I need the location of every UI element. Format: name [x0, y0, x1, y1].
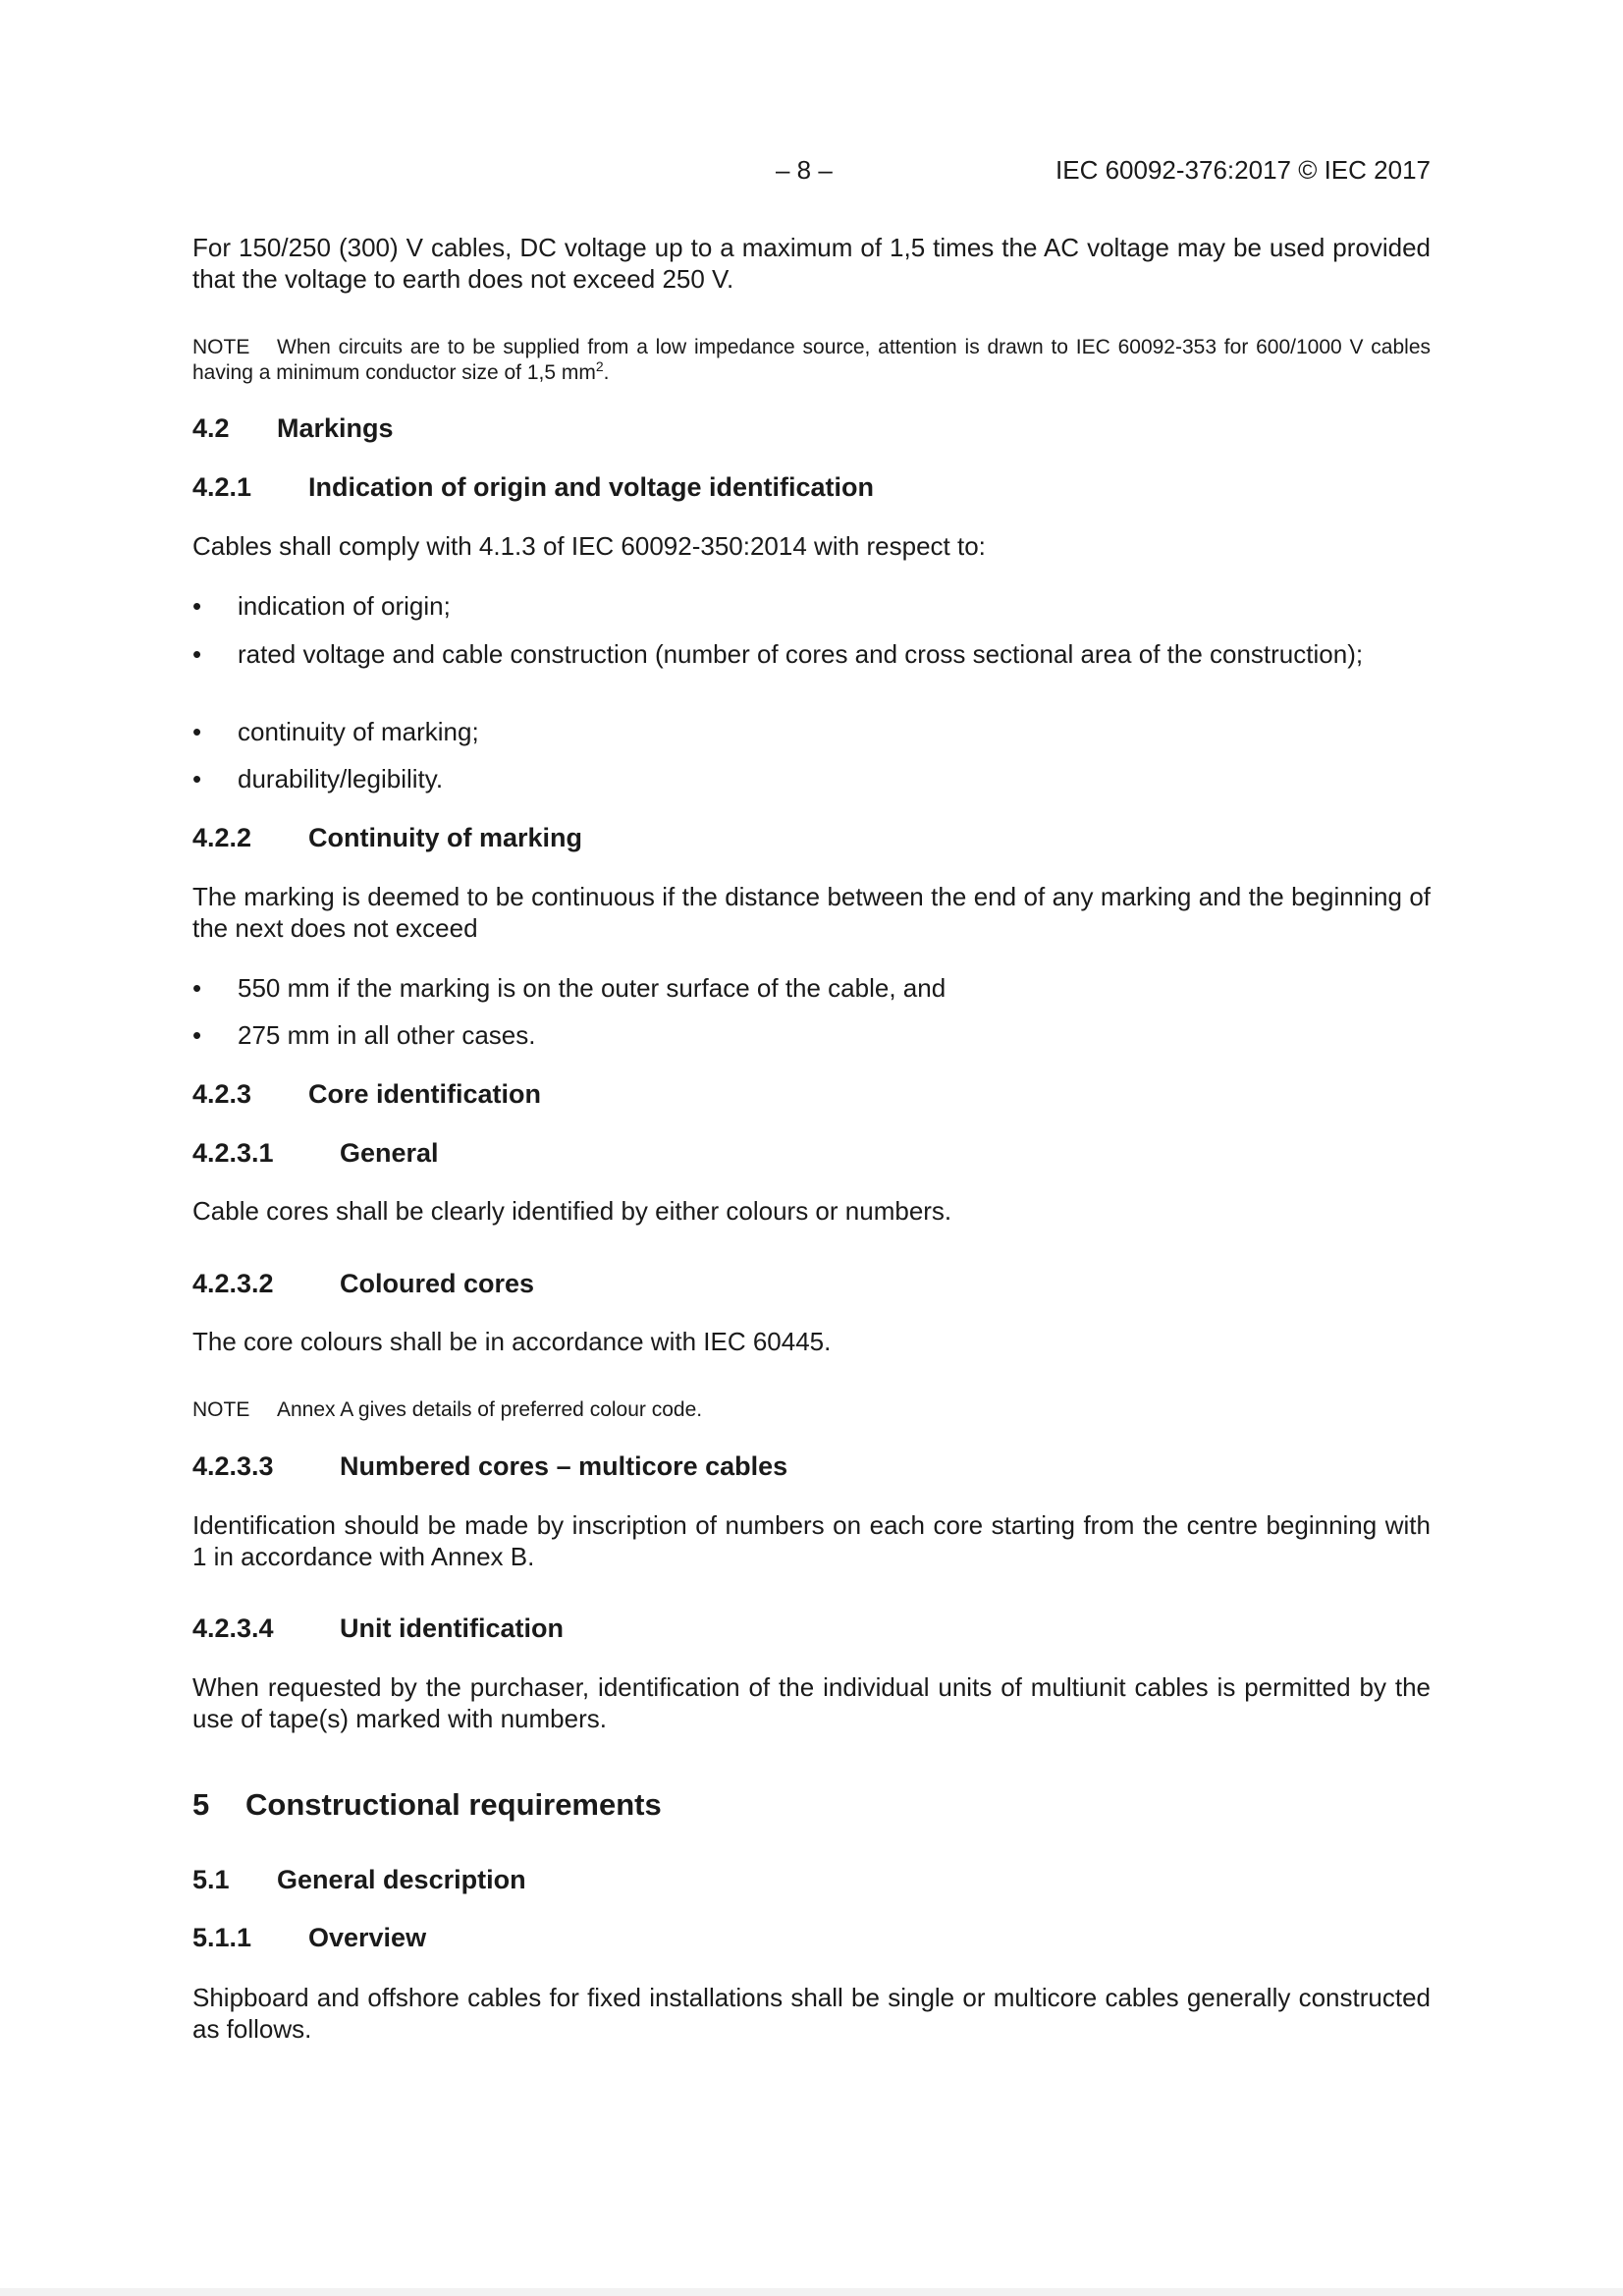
note-label: NOTE [192, 336, 250, 358]
heading-title: Overview [308, 1923, 427, 1952]
heading-4-2-3-4 [192, 1613, 1431, 1644]
heading-number: 4.2.3 [192, 1079, 252, 1109]
note-4-2-3-2 [192, 1397, 1431, 1423]
bullet-icon: • [192, 1020, 202, 1050]
heading-4-2-2 [192, 822, 1431, 853]
list-item [192, 638, 1431, 670]
list-item-text: rated voltage and cable construction (number of cores and cross sectional area of the construction); [238, 639, 1364, 669]
heading-4-2-1 [192, 471, 1431, 503]
intro-note [192, 335, 1431, 386]
bullet-icon: • [192, 973, 202, 1003]
heading-4-2 [192, 412, 1431, 444]
heading-4-2-3-2 [192, 1268, 1431, 1299]
document-id: IEC 60092-376:2017 © IEC 2017 [1055, 155, 1431, 185]
list-item [192, 716, 1431, 747]
heading-4-2-3-3 [192, 1450, 1431, 1482]
heading-5-1 [192, 1864, 1431, 1895]
bullet-icon: • [192, 591, 202, 621]
heading-title: Indication of origin and voltage identification [308, 472, 875, 502]
paragraph-5-1-1: Shipboard and offshore cables for fixed installations shall be single or multicore cables generally constructed as follows. [192, 1983, 1431, 2044]
list-item [192, 1019, 1431, 1051]
intro-paragraph: For 150/250 (300) V cables, DC voltage up to a maximum of 1,5 times the AC voltage may be used provided that the voltage to earth does not exceed 250 V. [192, 233, 1431, 294]
list-item [192, 590, 1431, 622]
paragraph-4-2-3-3: Identification should be made by inscription of numbers on each core starting from the centre beginning with 1 in accordance with Annex B. [192, 1510, 1431, 1571]
heading-number: 4.2.1 [192, 472, 252, 502]
note-end: . [603, 361, 610, 384]
heading-title: Unit identification [340, 1613, 564, 1643]
note-superscript: 2 [595, 358, 604, 374]
list-item-text: indication of origin; [238, 591, 451, 621]
bullet-icon: • [192, 717, 202, 746]
paragraph-4-2-3-4: When requested by the purchaser, identification of the individual units of multiunit cables is permitted by the use of tape(s) marked with numbers. [192, 1672, 1431, 1733]
page-bottom-edge [0, 2288, 1623, 2296]
heading-number: 4.2.3.2 [192, 1269, 274, 1298]
heading-number: 4.2 [192, 413, 230, 443]
heading-number: 5.1 [192, 1865, 230, 1894]
heading-title: Markings [277, 413, 394, 443]
paragraph-4-2-3-2: The core colours shall be in accordance with IEC 60445. [192, 1327, 832, 1356]
heading-5 [192, 1787, 1431, 1823]
list-item-text: 275 mm in all other cases. [238, 1020, 536, 1050]
heading-number: 4.2.2 [192, 823, 252, 852]
heading-title: Constructional requirements [245, 1787, 662, 1822]
paragraph-4-2-2: The marking is deemed to be continuous if the distance between the end of any marking and the beginning of the next does not exceed [192, 882, 1431, 943]
list-item-text: 550 mm if the marking is on the outer surface of the cable, and [238, 973, 947, 1003]
heading-title: Numbered cores – multicore cables [340, 1451, 788, 1481]
heading-number: 4.2.3.4 [192, 1613, 274, 1643]
heading-number: 5 [192, 1787, 210, 1822]
heading-number: 4.2.3.3 [192, 1451, 274, 1481]
page-number: – 8 – [776, 155, 833, 185]
list-item-text: durability/legibility. [238, 764, 444, 793]
heading-title: Coloured cores [340, 1269, 535, 1298]
paragraph-4-2-3-1: Cable cores shall be clearly identified by either colours or numbers. [192, 1196, 952, 1226]
bullet-icon: • [192, 764, 202, 793]
note-text: When circuits are to be supplied from a low impedance source, attention is drawn to IEC 60092-353 for 600/1000 V cables having a minimum conductor size of 1,5 mm [192, 336, 1431, 384]
heading-number: 5.1.1 [192, 1923, 252, 1952]
heading-title: Core identification [308, 1079, 542, 1109]
paragraph-4-2-1: Cables shall comply with 4.1.3 of IEC 60092-350:2014 with respect to: [192, 531, 986, 561]
heading-title: General description [277, 1865, 526, 1894]
heading-5-1-1 [192, 1922, 1431, 1953]
heading-4-2-3-1 [192, 1137, 1431, 1169]
heading-title: General [340, 1138, 439, 1168]
note-label: NOTE [192, 1398, 250, 1421]
heading-title: Continuity of marking [308, 823, 582, 852]
heading-number: 4.2.3.1 [192, 1138, 274, 1168]
bullet-icon: • [192, 639, 202, 669]
heading-4-2-3 [192, 1078, 1431, 1110]
list-item [192, 972, 1431, 1004]
list-item [192, 763, 1431, 794]
list-item-text: continuity of marking; [238, 717, 479, 746]
note-text: Annex A gives details of preferred colour code. [277, 1398, 703, 1421]
